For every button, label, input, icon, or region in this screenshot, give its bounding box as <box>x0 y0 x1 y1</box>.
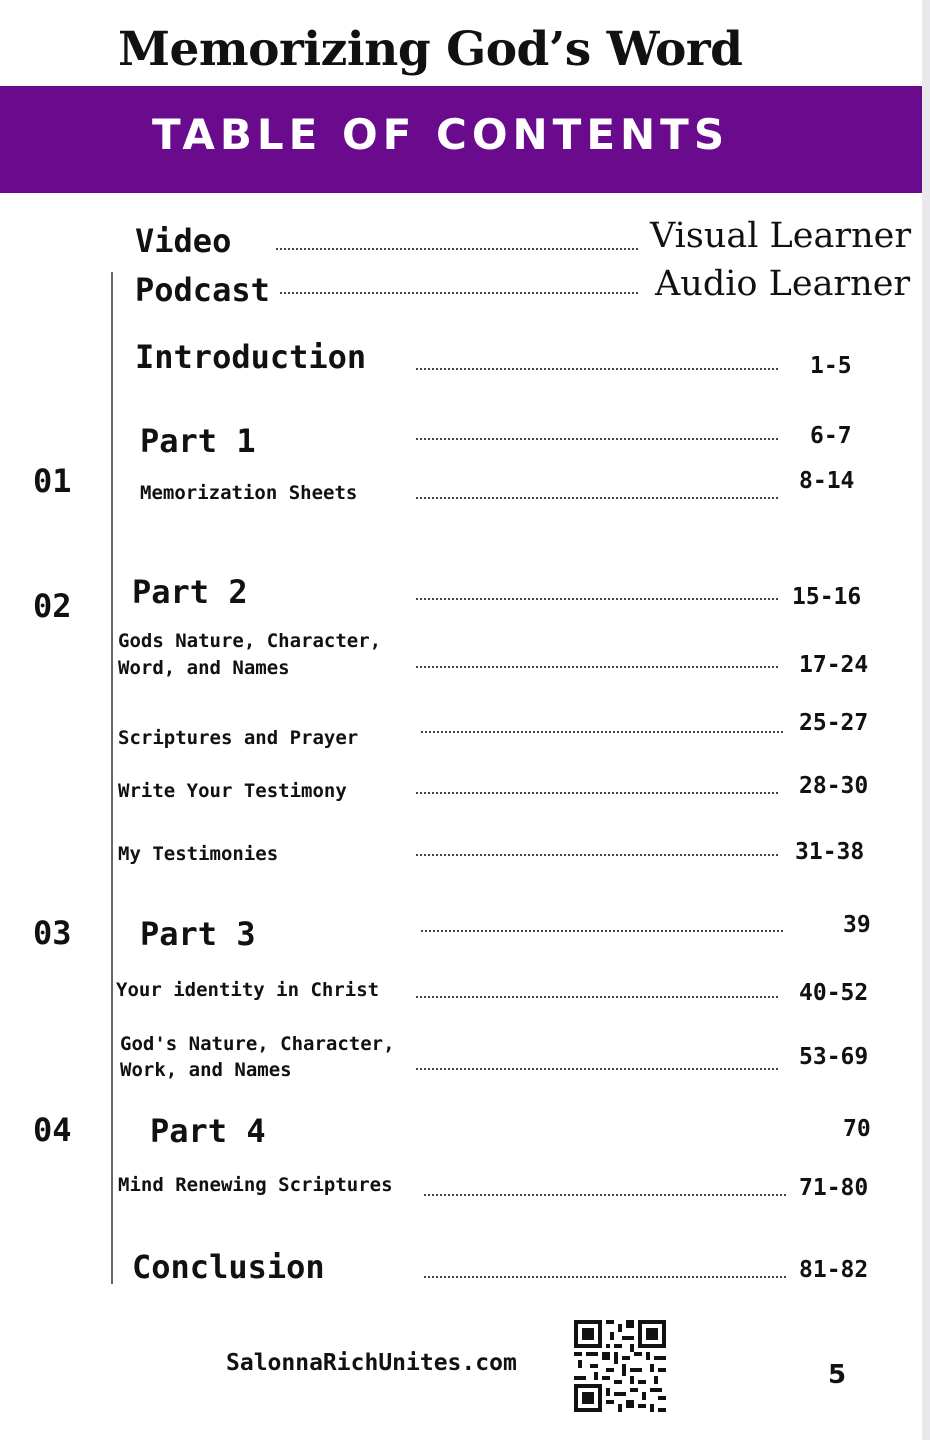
part3-pages: 39 <box>843 912 871 938</box>
toc-page-memorization-sheets: 8-14 <box>799 468 855 494</box>
toc-entry-podcast-label: Podcast <box>135 271 270 309</box>
toc-entry-scriptures-prayer: Scriptures and Prayer <box>118 727 359 749</box>
toc-entry-video-value: Visual Learner <box>650 216 912 256</box>
toc-entry-mind-renewing: Mind Renewing Scriptures <box>118 1174 393 1196</box>
dot-leader <box>416 792 778 794</box>
part4-pages: 70 <box>843 1116 871 1142</box>
page-edge <box>922 0 930 1440</box>
toc-entry-video-label: Video <box>135 222 232 260</box>
footer-website: SalonnaRichUnites.com <box>226 1350 517 1376</box>
toc-entry-gods-nature-line2: Word, and Names <box>118 657 290 679</box>
dot-leader <box>416 996 778 998</box>
dot-leader <box>276 248 638 250</box>
toc-entry-write-testimony: Write Your Testimony <box>118 780 347 802</box>
part4-number: 04 <box>33 1111 72 1149</box>
toc-page-introduction: 1-5 <box>810 353 852 379</box>
toc-page-write-testimony: 28-30 <box>799 773 869 799</box>
toc-page-my-testimonies: 31-38 <box>795 839 865 865</box>
toc-page-scriptures-prayer: 25-27 <box>799 710 869 736</box>
dot-leader <box>416 368 778 370</box>
dot-leader <box>424 1276 786 1278</box>
dot-leader <box>416 497 778 499</box>
dot-leader <box>424 1194 786 1196</box>
toc-entry-podcast-value: Audio Learner <box>655 264 911 304</box>
dot-leader <box>416 854 778 856</box>
dot-leader <box>280 292 638 294</box>
dot-leader <box>416 438 778 440</box>
part1-title: Part 1 <box>140 422 256 460</box>
part2-pages: 15-16 <box>792 584 862 610</box>
book-title: Memorizing God’s Word <box>118 22 743 77</box>
part3-number: 03 <box>33 914 72 952</box>
part3-title: Part 3 <box>140 915 256 953</box>
toc-entry-gods-nature-line1: Gods Nature, Character, <box>118 630 382 652</box>
dot-leader <box>416 1068 778 1070</box>
part2-number: 02 <box>33 587 72 625</box>
toc-entry-gods-nature-work-line1: God's Nature, Character, <box>120 1033 395 1055</box>
toc-page-identity-in-christ: 40-52 <box>799 980 869 1006</box>
dot-leader <box>421 930 783 932</box>
page-number: 5 <box>828 1360 847 1390</box>
part2-title: Part 2 <box>132 573 248 611</box>
toc-entry-memorization-sheets: Memorization Sheets <box>140 482 358 504</box>
banner-title: TABLE OF CONTENTS <box>152 110 730 159</box>
dot-leader <box>416 666 778 668</box>
part4-title: Part 4 <box>150 1112 266 1150</box>
toc-page-gods-nature: 17-24 <box>799 652 869 678</box>
toc-entry-my-testimonies: My Testimonies <box>118 843 279 865</box>
toc-entry-identity-in-christ: Your identity in Christ <box>116 979 380 1001</box>
dot-leader <box>421 731 783 733</box>
section-divider-line <box>111 272 113 1284</box>
toc-page-gods-nature-work: 53-69 <box>799 1044 869 1070</box>
toc-page-mind-renewing: 71-80 <box>799 1175 869 1201</box>
part1-number: 01 <box>33 462 72 500</box>
dot-leader <box>416 598 778 600</box>
toc-entry-introduction: Introduction <box>135 338 367 376</box>
toc-entry-conclusion: Conclusion <box>132 1248 325 1286</box>
toc-page-conclusion: 81-82 <box>799 1257 869 1283</box>
toc-entry-gods-nature-work-line2: Work, and Names <box>120 1059 292 1081</box>
qr-code-icon <box>574 1320 666 1412</box>
part1-pages: 6-7 <box>810 423 852 449</box>
